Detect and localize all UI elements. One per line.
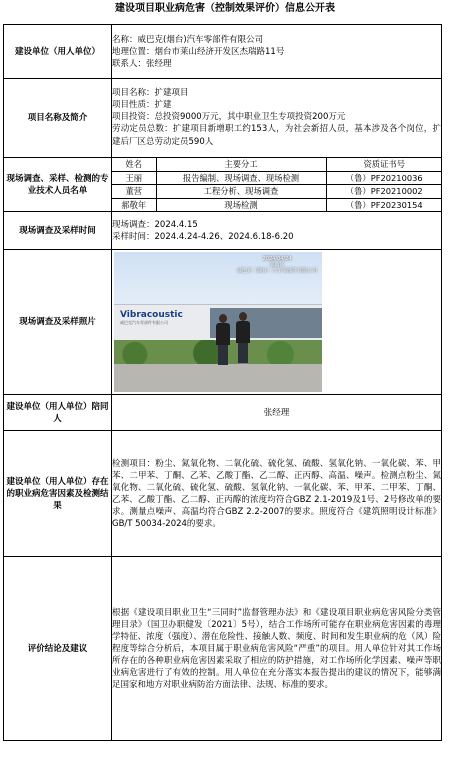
watermark-company: 威巴克（烟台）汽车零部件有限公司 — [236, 268, 317, 275]
hazards-label: 建设单位（用人单位）存在的职业病危害因素及检测结果 — [4, 431, 112, 557]
staff-cert: （鲁）PF20230154 — [326, 198, 442, 211]
site-photo — [114, 252, 322, 392]
staff-header-cert: 资质证书号 — [326, 158, 442, 171]
project-value — [112, 79, 442, 158]
project-name: 项目名称：扩建项目 — [112, 88, 189, 99]
staff-header-role: 主要分工 — [156, 158, 326, 171]
logo-text: Vibracoustic — [120, 310, 183, 321]
survey-time-label: 现场调查及采样时间 — [4, 212, 112, 250]
row-conclusion — [4, 557, 442, 741]
row-unit — [4, 25, 442, 79]
info-table — [3, 24, 442, 741]
table-row — [112, 171, 442, 185]
watermark-date: 2024/04/24 — [262, 256, 292, 263]
unit-name: 名称：威巴克(烟台)汽车零部件有限公司 — [112, 34, 264, 45]
survey-time-value — [112, 212, 442, 250]
unit-label: 建设单位（用人单位） — [4, 25, 112, 79]
ground — [114, 364, 322, 392]
staff-table — [112, 158, 442, 211]
row-photo — [4, 250, 442, 395]
project-nature: 项目性质：扩建 — [112, 100, 172, 111]
project-staffing: 劳动定员总数：扩建项目新增职工约153人，为社会新招人员，基本涉及各个岗位，扩建后厂区总劳动定员590人 — [112, 124, 441, 147]
survey-date: 现场调查：2024.4.15 — [112, 219, 198, 230]
staff-cert: （鲁）PF20210036 — [326, 171, 442, 185]
staff-role: 现场检测 — [156, 198, 326, 211]
page-title: 建设项目职业病危害（控制效果评价）信息公开表 — [115, 3, 335, 14]
company-logo — [120, 310, 183, 326]
staff-role: 工程分析、现场调查 — [156, 185, 326, 199]
staff-role: 报告编制、现场调查、现场检测 — [156, 171, 326, 185]
staff-header-name: 姓名 — [112, 158, 156, 171]
row-project — [4, 79, 442, 158]
table-row — [112, 198, 442, 211]
watermark-place: 莱山区 — [269, 262, 285, 269]
logo-sign: 威巴克汽车零部件有限公司 — [120, 320, 168, 326]
photo-cell — [112, 250, 442, 395]
project-investment: 项目投资：总投资9000万元，其中职业卫生专项投资200万元 — [112, 112, 346, 123]
staff-label: 现场调查、采样、检测的专业技术人员名单 — [4, 158, 112, 212]
staff-name: 王丽 — [112, 171, 156, 185]
photo-watermark — [237, 256, 317, 274]
escort-label: 建设单位（用人单位）陪同人 — [4, 395, 112, 431]
row-survey-time — [4, 212, 442, 250]
hazards-text: 检测项目：粉尘、氮氧化物、二氧化硫、硫化氢、硫酸、氢氧化钠、一氧化碳、苯、甲苯、二甲苯、丁酮、乙苯、乙酸丁酯、乙二醇、正丙醇、高温、噪声。检测点粉尘、氮氧化物、二氧化硫、硫化氢、硫酸、氢氧化钠、一氧化碳、苯、甲苯、二甲苯、丁酮、乙苯、乙酸丁酯、乙二醇、正丙醇的浓度均符合GBZ 2.1-2019及1号、2号修改单的要求。测量点噪声、高温均符合GBZ 2.2-2007的要求。照度符合《建筑照明设计标准》GB/T 50034-2024的要求。 — [112, 431, 442, 557]
staff-header-row — [112, 158, 442, 171]
sampling-date: 采样时间：2024.4.24-4.26、2024.6.18-6.20 — [112, 231, 294, 242]
project-label: 项目名称及简介 — [4, 79, 112, 158]
conclusion-label: 评价结论及建议 — [4, 557, 112, 741]
row-escort — [4, 395, 442, 431]
row-staff — [4, 158, 442, 212]
row-hazards — [4, 431, 442, 557]
staff-cert: （鲁）PF20210002 — [326, 185, 442, 199]
unit-value — [112, 25, 442, 79]
staff-name: 董营 — [112, 185, 156, 199]
staff-cell — [112, 158, 442, 212]
staff-name: 郝敬年 — [112, 198, 156, 211]
escort-value: 张经理 — [112, 395, 442, 431]
conclusion-text: 根据《建设项目职业卫生“三同时”监督管理办法》和《建设项目职业病危害风险分类管理目录》（国卫办职健发〔2021〕5号），结合工作场所可能存在职业病危害因素的毒理学特征、浓度（强度）、潜在危险性、接触人数、频度、时间和发生职业病的危（风）险程度等综合分析后，本项目属于职业病危害风险“严重”的项目。用人单位针对其工作场所存在的各种职业病危害因素采取了相应的防护措施，对工作场所化学因素、噪声等职业病危害进行了有效的控制。用人单位在充分落实本报告提出的建议的情况下，能够满足国家和地方对职业病防治方面法律、法规、标准的要求。 — [112, 557, 442, 741]
table-row — [112, 185, 442, 199]
unit-contact: 联系人：张经理 — [112, 58, 172, 69]
unit-address: 地理位置：烟台市莱山经济开发区杰瑞路11号 — [112, 46, 285, 57]
photo-label: 现场调查及采样照片 — [4, 250, 112, 395]
